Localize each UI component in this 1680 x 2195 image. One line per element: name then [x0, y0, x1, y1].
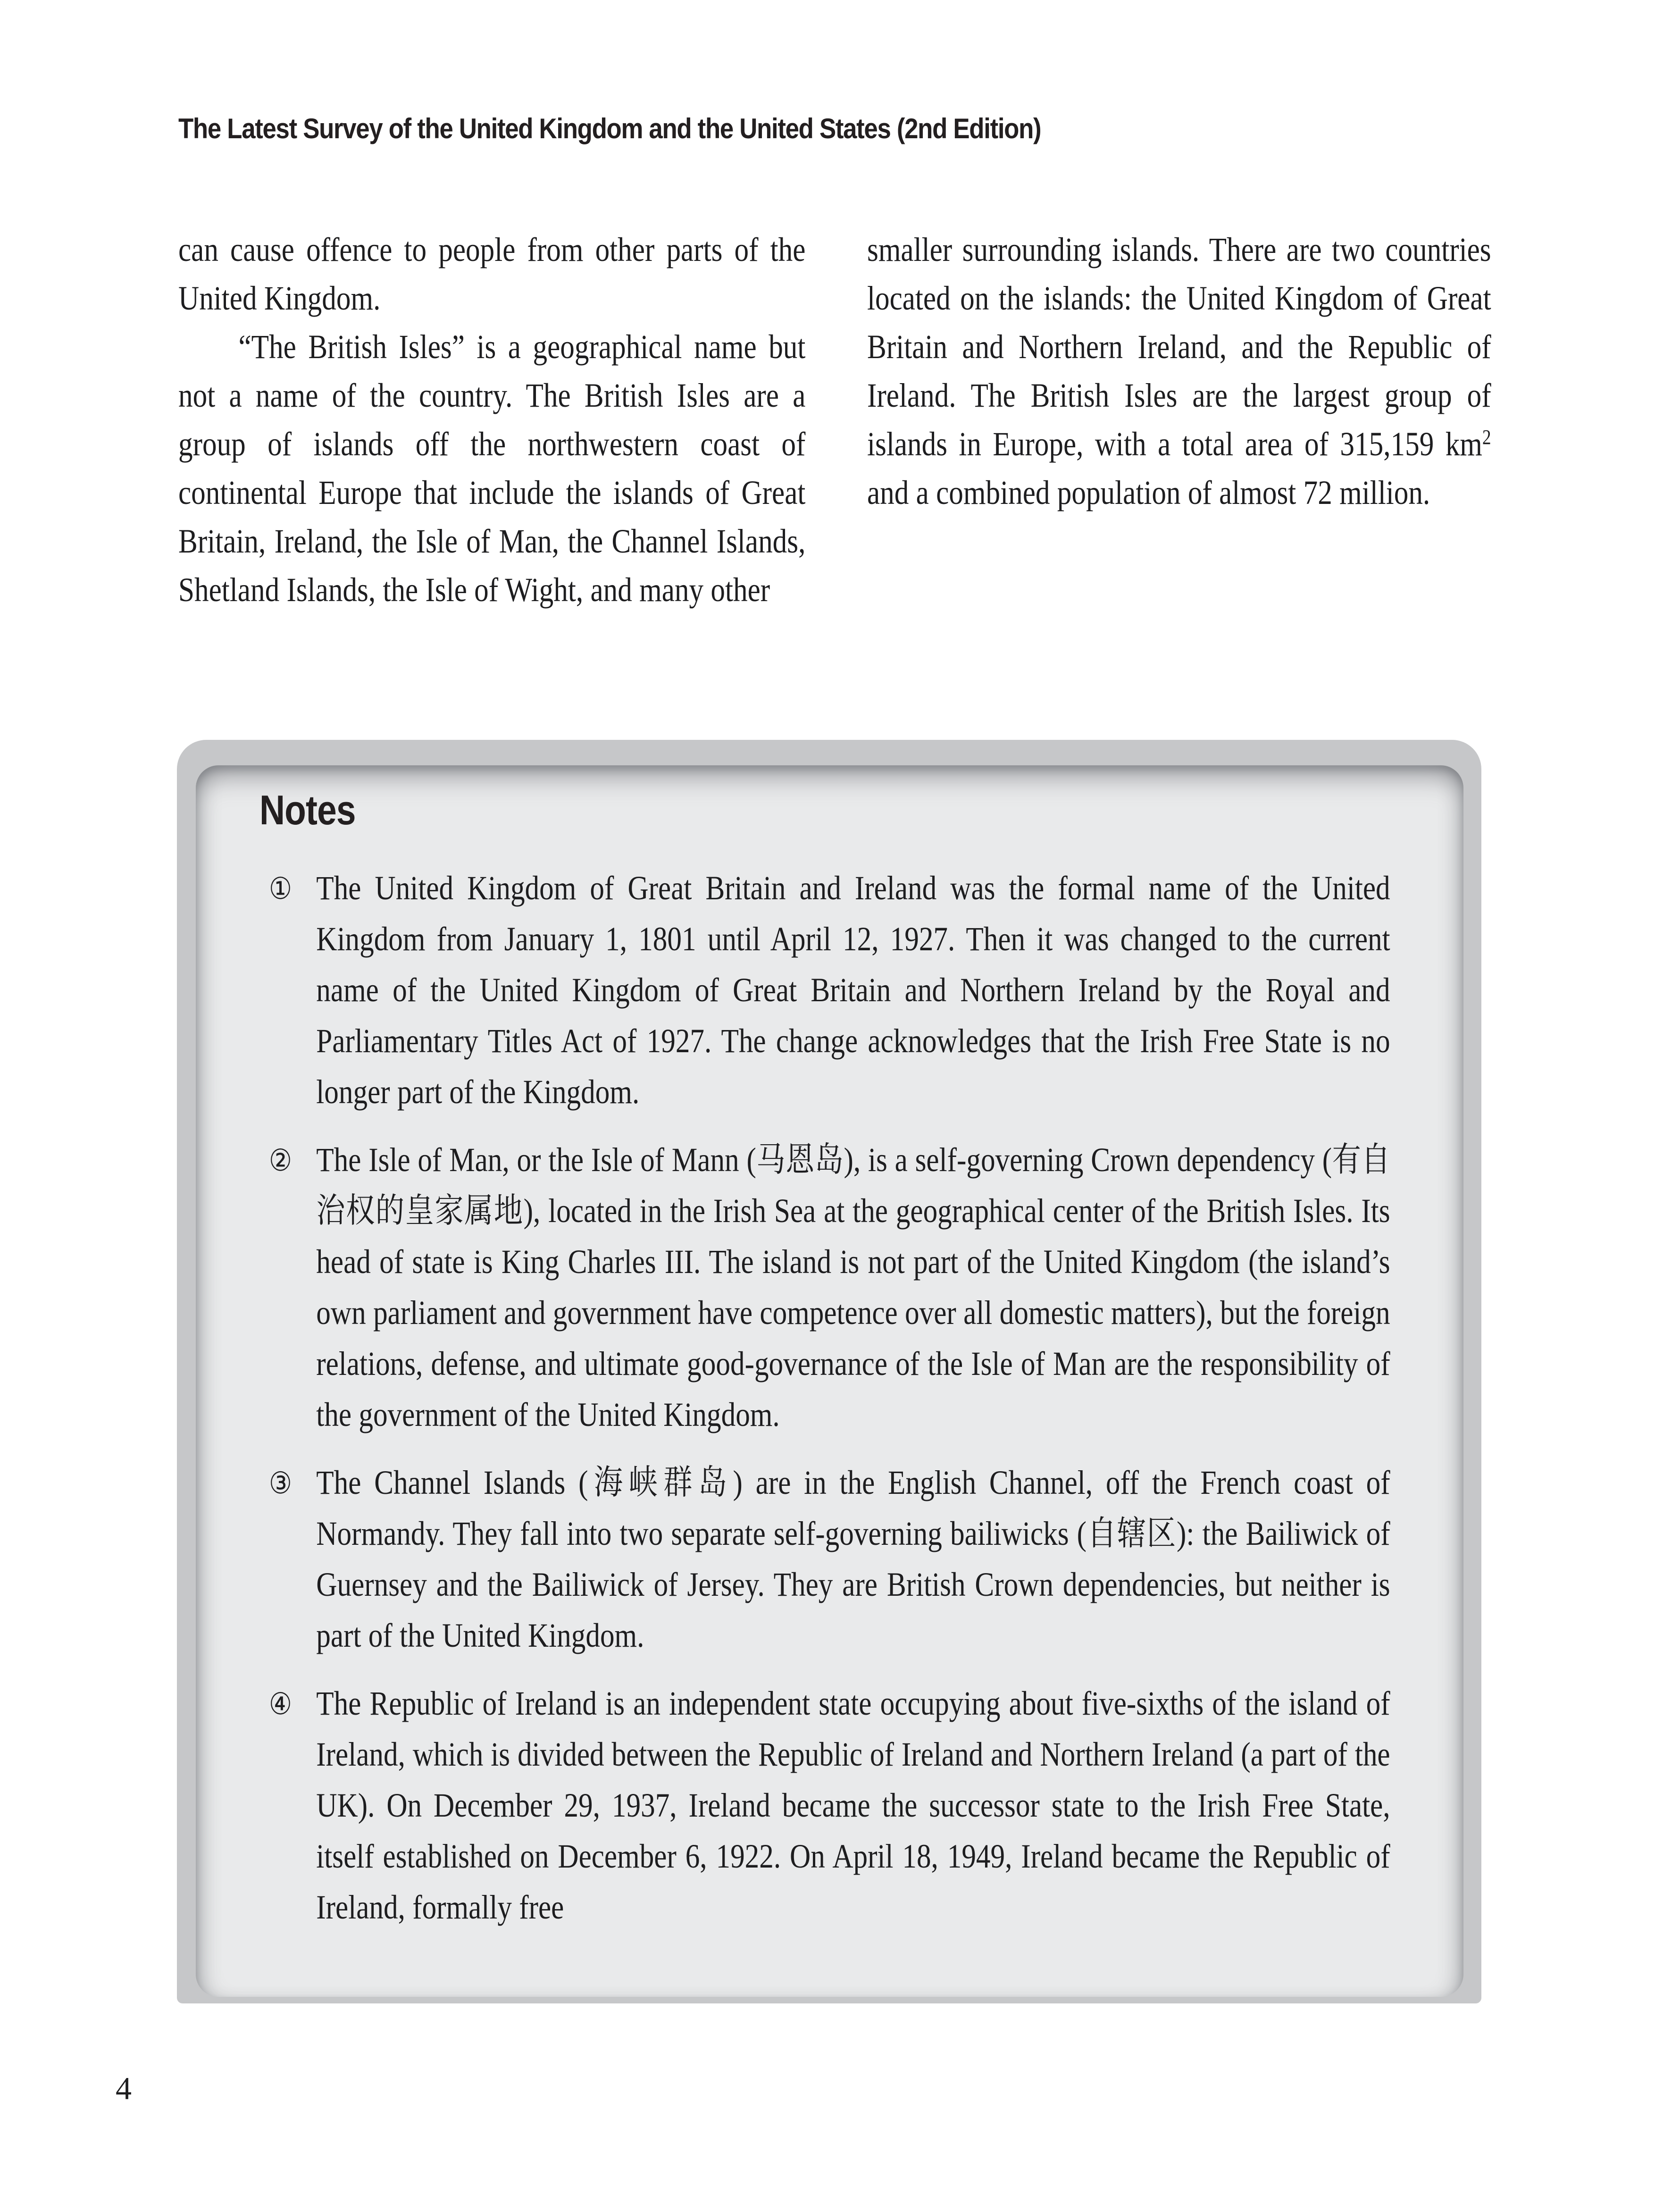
note-text-2: The Isle of Man, or the Isle of Mann (马恩岛), is a self-governing Crown dependency (有自治权的皇家属地), located in the Irish Sea at the geographical center of the British Isles. Its head of state is King Charles III. The island is not part of the United Kingdom (the island’s own parliament and government have competence over all domestic matters), but the foreign relations, defense, and ultimate good-governance of the Isle of Man are the responsibility of the government of the United Kingdom.: [316, 1141, 1390, 1433]
paragraph-continuation: can cause offence to people from other parts of the United Kingdom.: [178, 231, 806, 317]
notes-heading: Notes: [259, 787, 356, 833]
body-right-column: [867, 226, 1491, 517]
note-item-3: [269, 1457, 1390, 1661]
note-text-4: The Republic of Ireland is an independent state occupying about five-sixths of the island of Ireland, which is divided between the Republic of Ireland and Northern Ireland (a part of the UK). On December 29, 1937, Ireland became the successor state to the Irish Free State, itself established on December 6, 1922. On April 18, 1949, Ireland became the Republic of Ireland, formally free: [316, 1684, 1390, 1926]
notes-list: [269, 863, 1390, 1950]
running-header: The Latest Survey of the United Kingdom and the United States (2nd Edition): [178, 113, 1041, 144]
note-number-circled-1: ①: [269, 871, 292, 906]
notes-panel: [177, 740, 1481, 2003]
right-paragraph-text-after-superscript: and a combined population of almost 72 million.: [867, 474, 1430, 511]
note-item-2: [269, 1134, 1390, 1440]
right-paragraph-text-before-superscript: smaller surrounding islands. There are two countries located on the islands: the United Kingdom of Great Britain and Northern Ireland, and the Republic of Ireland. The British Isles are the largest group of islands in Europe, with a total area of 315,159 km: [867, 231, 1491, 463]
note-text-3: The Channel Islands (海峡群岛) are in the English Channel, off the French coast of Normandy. They fall into two separate self-governing bailiwicks (自辖区): the Bailiwick of Guernsey and the Bailiwick of Jersey. They are British Crown dependencies, but neither is part of the United Kingdom.: [316, 1464, 1390, 1654]
km-squared-superscript: 2: [1482, 425, 1491, 449]
paragraph-british-isles: “The British Isles” is a geographical name but not a name of the country. The British Isles are a group of islands off the northwestern coast of continental Europe that include the islands of Great Britain, Ireland, the Isle of Man, the Channel Islands, Shetland Islands, the Isle of Wight, and many other: [178, 328, 806, 609]
notes-panel-inner: [196, 765, 1463, 1997]
note-item-1: [269, 863, 1390, 1117]
note-number-circled-3: ③: [269, 1466, 292, 1501]
page-number: 4: [116, 2070, 132, 2106]
paragraph-right-continuation: [867, 226, 1491, 517]
note-number-circled-4: ④: [269, 1687, 292, 1722]
note-number-circled-2: ②: [269, 1143, 292, 1178]
note-text-1: The United Kingdom of Great Britain and Ireland was the formal name of the United Kingdom from January 1, 1801 until April 12, 1927. Then it was changed to the current name of the United Kingdom of Great Britain and Northern Ireland by the Royal and Parliamentary Titles Act of 1927. The change acknowledges that the Irish Free State is no longer part of the Kingdom.: [316, 869, 1390, 1111]
note-item-4: [269, 1678, 1390, 1933]
body-left-column: [178, 226, 805, 614]
